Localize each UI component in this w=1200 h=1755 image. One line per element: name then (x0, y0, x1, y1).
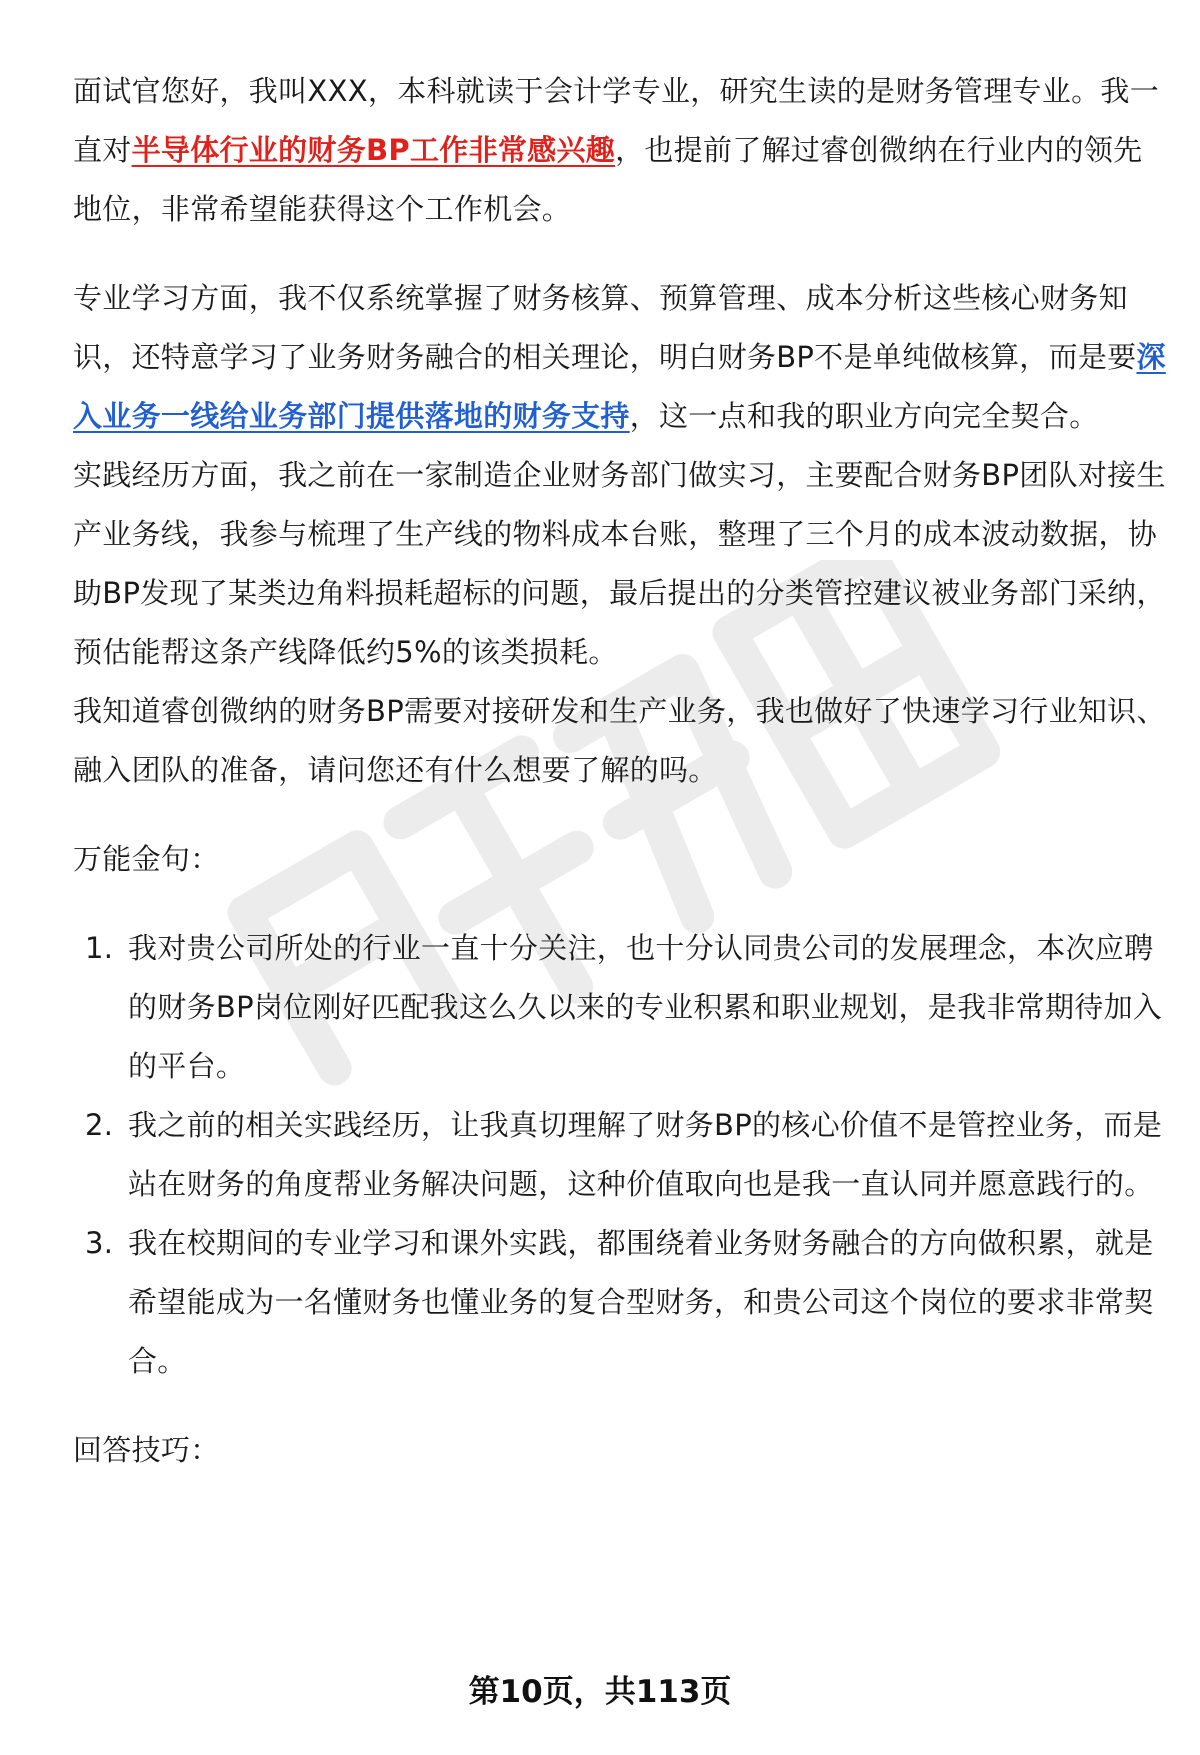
list-item (73, 1096, 1168, 1214)
closing-paragraph: 我知道睿创微纳的财务BP需要对接研发和生产业务，我也做好了快速学习行业知识、融入团队的准备，请问您还有什么想要了解的吗。 (73, 694, 1166, 787)
practice-paragraph: 实践经历方面，我之前在一家制造企业财务部门做实习，主要配合财务BP团队对接生产业务线，我参与梳理了生产线的物料成本台账，整理了三个月的成本波动数据，协助BP发现了某类边角料损耗超标的问题，最后提出的分类管控建议被业务部门采纳，预估能帮这条产线降低约5%的该类损耗。 (73, 458, 1166, 669)
study-text-end: ，这一点和我的职业方向完全契合。 (629, 399, 1099, 433)
list-item-number: 3. (85, 1226, 114, 1260)
list-item-number: 1. (85, 931, 114, 965)
paragraph-gap (73, 239, 1168, 269)
golden-title: 万能金句： (73, 842, 220, 876)
intro-paragraph (73, 62, 1168, 239)
document-body (73, 62, 1168, 1480)
paragraph-gap (73, 889, 1168, 919)
intro-text-end: ，也提前了解过睿创微纳在行业内的领先地位，非常希望能获得这个工作机会。 (73, 133, 1143, 226)
list-item (73, 919, 1168, 1096)
study-text: 专业学习方面，我不仅系统掌握了财务核算、预算管理、成本分析这些核心财务知识，还特意学习了业务财务融合的相关理论，明白财务BP不是单纯做核算，而是要 (73, 281, 1137, 374)
tips-title: 回答技巧： (73, 1433, 220, 1467)
golden-list (73, 919, 1168, 1391)
paragraph-gap (73, 800, 1168, 830)
study-paragraph (73, 269, 1168, 446)
list-item-text: 我在校期间的专业学习和课外实践，都围绕着业务财务融合的方向做积累，就是希望能成为一名懂财务也懂业务的复合型财务，和贵公司这个岗位的要求非常契合。 (128, 1226, 1154, 1378)
list-item (73, 1214, 1168, 1391)
intro-highlight: 半导体行业的财务BP工作非常感兴趣 (131, 133, 616, 167)
paragraph-gap (73, 1391, 1168, 1421)
list-item-text: 我之前的相关实践经历，让我真切理解了财务BP的核心价值不是管控业务，而是站在财务的角度帮业务解决问题，这种价值取向也是我一直认同并愿意践行的。 (128, 1108, 1163, 1201)
page-footer: 第10页，共113页 (468, 1674, 732, 1710)
list-item-number: 2. (85, 1108, 114, 1142)
study-highlight: 深入业务一线给业务部门提供落地的财务支持 (73, 340, 1166, 433)
list-item-text: 我对贵公司所处的行业一直十分关注，也十分认同贵公司的发展理念，本次应聘的财务BP岗位刚好匹配我这么久以来的专业积累和职业规划，是我非常期待加入的平台。 (128, 931, 1163, 1083)
intro-text: 面试官您好，我叫XXX，本科就读于会计学专业，研究生读的是财务管理专业。我一直对 (73, 74, 1160, 167)
